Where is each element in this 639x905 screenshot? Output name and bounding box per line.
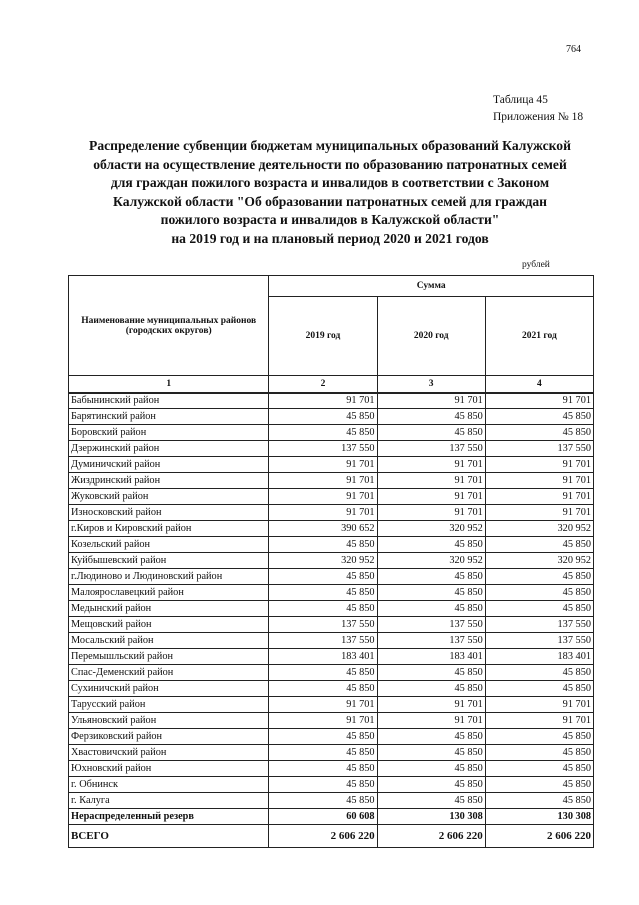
municipality-name: г. Калуга — [69, 793, 269, 809]
header-year-2020: 2020 год — [377, 297, 485, 376]
amount-cell: 45 850 — [377, 409, 485, 425]
amount-cell: 91 701 — [485, 505, 593, 521]
table-row — [69, 489, 594, 505]
amount-cell: 91 701 — [269, 473, 377, 489]
table-reference — [493, 92, 583, 126]
amount-cell: 320 952 — [377, 521, 485, 537]
municipality-name: Медынский район — [69, 601, 269, 617]
amount-cell: 91 701 — [377, 473, 485, 489]
table-row — [69, 601, 594, 617]
amount-cell: 183 401 — [377, 649, 485, 665]
table-row — [69, 665, 594, 681]
header-year-2019: 2019 год — [269, 297, 377, 376]
amount-cell: 45 850 — [377, 585, 485, 601]
municipality-name: г.Людиново и Людиновский район — [69, 569, 269, 585]
amount-cell: 130 308 — [485, 809, 593, 825]
table-row — [69, 521, 594, 537]
amount-cell: 45 850 — [269, 409, 377, 425]
table-row — [69, 745, 594, 761]
amount-cell: 183 401 — [485, 649, 593, 665]
table-row — [69, 809, 594, 825]
municipality-name: Мосальский район — [69, 633, 269, 649]
amount-cell: 2 606 220 — [269, 825, 377, 848]
amount-cell: 91 701 — [269, 457, 377, 473]
page-number: 764 — [566, 44, 581, 55]
amount-cell: 45 850 — [485, 425, 593, 441]
amount-cell: 45 850 — [485, 729, 593, 745]
amount-cell: 45 850 — [377, 745, 485, 761]
amount-cell: 45 850 — [269, 569, 377, 585]
amount-cell: 137 550 — [485, 441, 593, 457]
amount-cell: 320 952 — [377, 553, 485, 569]
amount-cell: 60 608 — [269, 809, 377, 825]
amount-cell: 91 701 — [377, 457, 485, 473]
table-row — [69, 473, 594, 489]
amount-cell: 91 701 — [269, 713, 377, 729]
amount-cell: 45 850 — [269, 601, 377, 617]
amount-cell: 91 701 — [377, 697, 485, 713]
municipality-name: Думиничский район — [69, 457, 269, 473]
title-line: Калужской области "Об образовании патронатных семей для граждан — [113, 193, 547, 209]
amount-cell: 91 701 — [485, 393, 593, 409]
amount-cell: 91 701 — [377, 505, 485, 521]
amount-cell: 137 550 — [377, 441, 485, 457]
municipality-name: Малоярославецкий район — [69, 585, 269, 601]
amount-cell: 91 701 — [269, 697, 377, 713]
amount-cell: 45 850 — [377, 665, 485, 681]
amount-cell: 45 850 — [485, 793, 593, 809]
table-row — [69, 825, 594, 848]
municipality-name: Перемышльский район — [69, 649, 269, 665]
title-line: области на осуществление деятельности по образованию патронатных семей — [93, 156, 567, 172]
amount-cell: 45 850 — [485, 761, 593, 777]
amount-cell: 45 850 — [485, 537, 593, 553]
municipality-name: Боровский район — [69, 425, 269, 441]
appendix-label: Приложения № 18 — [493, 111, 584, 123]
table-row — [69, 409, 594, 425]
table-row — [69, 777, 594, 793]
amount-cell: 45 850 — [269, 585, 377, 601]
table-row — [69, 697, 594, 713]
municipality-name: Ферзиковский район — [69, 729, 269, 745]
units-label: рублей — [522, 260, 550, 270]
table-row — [69, 553, 594, 569]
amount-cell: 91 701 — [377, 489, 485, 505]
amount-cell: 91 701 — [269, 393, 377, 409]
amount-cell: 91 701 — [485, 489, 593, 505]
title-line: пожилого возраста и инвалидов в Калужской области" — [160, 212, 500, 228]
municipality-name: Сухиничский район — [69, 681, 269, 697]
amount-cell: 45 850 — [485, 681, 593, 697]
table-row — [69, 793, 594, 809]
amount-cell: 45 850 — [485, 777, 593, 793]
table-row — [69, 633, 594, 649]
table-row — [69, 585, 594, 601]
municipality-name: Спас-Деменский район — [69, 665, 269, 681]
municipality-name: Дзержинский район — [69, 441, 269, 457]
amount-cell: 45 850 — [485, 665, 593, 681]
amount-cell: 183 401 — [269, 649, 377, 665]
amount-cell: 45 850 — [377, 761, 485, 777]
table-row — [69, 537, 594, 553]
amount-cell: 2 606 220 — [485, 825, 593, 848]
municipality-name: Жиздринский район — [69, 473, 269, 489]
amount-cell: 45 850 — [269, 745, 377, 761]
header-column-number: 1 — [69, 376, 269, 393]
table-row — [69, 441, 594, 457]
header-sum: Сумма — [269, 276, 594, 297]
municipality-name: Куйбышевский район — [69, 553, 269, 569]
municipality-name: Жуковский район — [69, 489, 269, 505]
amount-cell: 137 550 — [269, 441, 377, 457]
amount-cell: 45 850 — [485, 585, 593, 601]
amount-cell: 45 850 — [269, 729, 377, 745]
amount-cell: 45 850 — [485, 409, 593, 425]
table-header — [69, 276, 594, 393]
table-label: Таблица 45 — [493, 94, 548, 106]
amount-cell: 91 701 — [377, 713, 485, 729]
amount-cell: 137 550 — [377, 617, 485, 633]
municipality-name: г. Обнинск — [69, 777, 269, 793]
title-line: Распределение субвенции бюджетам муниципальных образований Калужской — [89, 138, 571, 153]
amount-cell: 137 550 — [485, 633, 593, 649]
amount-cell: 45 850 — [377, 729, 485, 745]
amount-cell: 45 850 — [377, 537, 485, 553]
amount-cell: 45 850 — [269, 761, 377, 777]
table-row — [69, 425, 594, 441]
table-row — [69, 393, 594, 409]
table-row — [69, 505, 594, 521]
amount-cell: 91 701 — [377, 393, 485, 409]
municipality-name: Хвастовичский район — [69, 745, 269, 761]
amount-cell: 320 952 — [269, 553, 377, 569]
municipality-name: ВСЕГО — [69, 825, 269, 848]
amount-cell: 137 550 — [269, 617, 377, 633]
header-column-number: 4 — [485, 376, 593, 393]
amount-cell: 45 850 — [377, 793, 485, 809]
table-row — [69, 761, 594, 777]
amount-cell: 320 952 — [485, 553, 593, 569]
municipality-name: Нераспределенный резерв — [69, 809, 269, 825]
amount-cell: 45 850 — [269, 665, 377, 681]
amount-cell: 91 701 — [269, 489, 377, 505]
amount-cell: 91 701 — [485, 697, 593, 713]
municipality-name: Барятинский район — [69, 409, 269, 425]
amount-cell: 45 850 — [377, 601, 485, 617]
table-row — [69, 713, 594, 729]
header-name-column: Наименование муниципальных районов (городских округов) — [69, 276, 269, 376]
municipality-name: Бабынинский район — [69, 393, 269, 409]
amount-cell: 137 550 — [485, 617, 593, 633]
amount-cell: 45 850 — [377, 681, 485, 697]
amount-cell: 45 850 — [269, 777, 377, 793]
table-row — [69, 569, 594, 585]
amount-cell: 45 850 — [377, 425, 485, 441]
amount-cell: 91 701 — [485, 713, 593, 729]
amount-cell: 320 952 — [485, 521, 593, 537]
amount-cell: 2 606 220 — [377, 825, 485, 848]
title-line: на 2019 год и на плановый период 2020 и 2021 годов — [171, 230, 489, 246]
table-row — [69, 617, 594, 633]
amount-cell: 45 850 — [269, 537, 377, 553]
amount-cell: 45 850 — [485, 601, 593, 617]
amount-cell: 390 652 — [269, 521, 377, 537]
table-row — [69, 729, 594, 745]
amount-cell: 45 850 — [377, 569, 485, 585]
title-line: для граждан пожилого возраста и инвалидов в соответствии с Законом — [110, 175, 550, 191]
subvention-table — [68, 275, 594, 848]
header-column-number: 3 — [377, 376, 485, 393]
amount-cell: 45 850 — [269, 793, 377, 809]
amount-cell: 45 850 — [485, 569, 593, 585]
municipality-name: Козельский район — [69, 537, 269, 553]
header-column-number: 2 — [269, 376, 377, 393]
amount-cell: 137 550 — [377, 633, 485, 649]
municipality-name: г.Киров и Кировский район — [69, 521, 269, 537]
amount-cell: 45 850 — [377, 777, 485, 793]
amount-cell: 45 850 — [269, 425, 377, 441]
municipality-name: Ульяновский район — [69, 713, 269, 729]
table-row — [69, 457, 594, 473]
amount-cell: 45 850 — [485, 745, 593, 761]
amount-cell: 91 701 — [269, 505, 377, 521]
municipality-name: Износковский район — [69, 505, 269, 521]
table-row — [69, 681, 594, 697]
table-body — [69, 393, 594, 848]
table-row — [69, 649, 594, 665]
municipality-name: Мещовский район — [69, 617, 269, 633]
amount-cell: 91 701 — [485, 457, 593, 473]
amount-cell: 45 850 — [269, 681, 377, 697]
municipality-name: Тарусский район — [69, 697, 269, 713]
municipality-name: Юхновский район — [69, 761, 269, 777]
amount-cell: 137 550 — [269, 633, 377, 649]
document-title — [60, 137, 600, 249]
header-year-2021: 2021 год — [485, 297, 593, 376]
amount-cell: 91 701 — [485, 473, 593, 489]
amount-cell: 130 308 — [377, 809, 485, 825]
